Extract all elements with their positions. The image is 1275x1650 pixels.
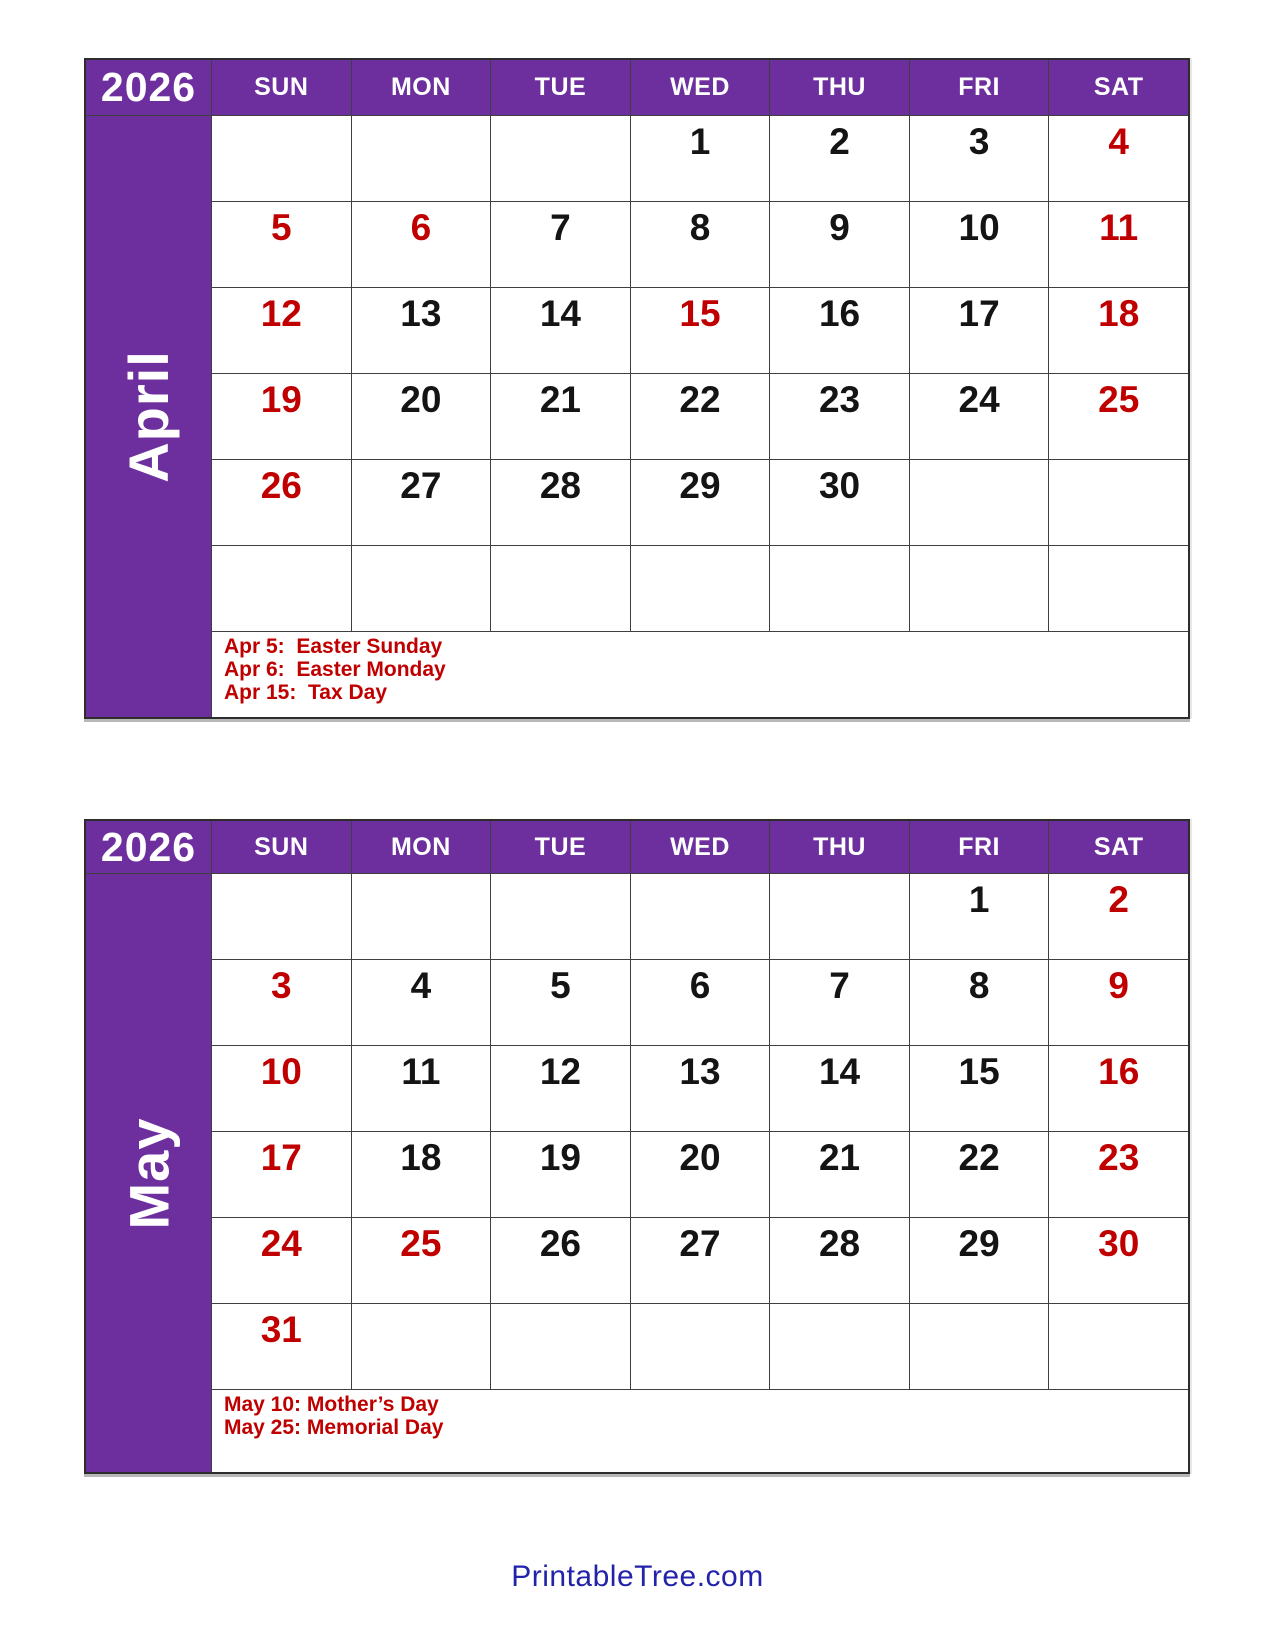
holiday-note: May 10: Mother’s Day — [224, 1393, 439, 1416]
holiday-note: Apr 5: Easter Sunday — [224, 635, 443, 658]
day-cell: 20 — [352, 374, 491, 459]
calendar-may — [84, 819, 1190, 1474]
weekday-header: THU — [770, 821, 909, 873]
weekday-header: SAT — [1049, 60, 1188, 115]
year-label: 2026 — [86, 821, 211, 873]
day-cell: 30 — [1049, 1218, 1188, 1303]
day-cell — [770, 1304, 909, 1389]
day-cell — [770, 546, 909, 631]
day-cell: 6 — [352, 202, 491, 287]
day-cell: 7 — [491, 202, 630, 287]
day-cell: 26 — [212, 460, 351, 545]
day-cell: 12 — [212, 288, 351, 373]
footer — [0, 1560, 1275, 1594]
day-cell — [212, 874, 351, 959]
day-cell: 31 — [212, 1304, 351, 1389]
weekday-header: MON — [352, 60, 491, 115]
day-cell: 24 — [212, 1218, 351, 1303]
day-cell — [910, 546, 1049, 631]
day-cell: 8 — [631, 202, 770, 287]
day-cell: 12 — [491, 1046, 630, 1131]
day-cell: 3 — [212, 960, 351, 1045]
day-cell: 19 — [212, 374, 351, 459]
day-cell: 25 — [1049, 374, 1188, 459]
day-cell — [1049, 1304, 1188, 1389]
day-cell — [491, 1304, 630, 1389]
day-cell: 21 — [491, 374, 630, 459]
day-cell: 30 — [770, 460, 909, 545]
day-cell — [1049, 460, 1188, 545]
weekday-header: SUN — [212, 60, 351, 115]
day-cell: 4 — [1049, 116, 1188, 201]
day-cell: 29 — [910, 1218, 1049, 1303]
weekday-header: TUE — [491, 821, 630, 873]
month-column — [86, 116, 211, 717]
day-cell: 6 — [631, 960, 770, 1045]
day-cell: 15 — [631, 288, 770, 373]
year-label: 2026 — [86, 60, 211, 115]
day-cell: 13 — [352, 288, 491, 373]
holiday-note: Apr 6: Easter Monday — [224, 658, 446, 681]
day-cell: 28 — [491, 460, 630, 545]
weekday-header: WED — [631, 821, 770, 873]
weekday-header: MON — [352, 821, 491, 873]
day-cell: 1 — [910, 874, 1049, 959]
day-cell — [1049, 546, 1188, 631]
day-cell — [491, 546, 630, 631]
day-cell: 2 — [770, 116, 909, 201]
footer-link[interactable]: PrintableTree.com — [511, 1560, 764, 1593]
weekday-header: SAT — [1049, 821, 1188, 873]
day-cell: 9 — [1049, 960, 1188, 1045]
day-cell: 25 — [352, 1218, 491, 1303]
day-cell: 13 — [631, 1046, 770, 1131]
day-cell — [770, 874, 909, 959]
day-cell — [491, 874, 630, 959]
day-cell: 16 — [1049, 1046, 1188, 1131]
day-cell — [212, 546, 351, 631]
day-cell: 22 — [910, 1132, 1049, 1217]
month-column — [86, 874, 211, 1472]
day-cell — [352, 546, 491, 631]
day-cell: 28 — [770, 1218, 909, 1303]
day-cell — [352, 1304, 491, 1389]
day-cell: 16 — [770, 288, 909, 373]
day-cell: 18 — [1049, 288, 1188, 373]
day-cell: 23 — [1049, 1132, 1188, 1217]
day-cell: 22 — [631, 374, 770, 459]
day-cell: 17 — [910, 288, 1049, 373]
month-label: May — [117, 1117, 180, 1229]
day-cell: 23 — [770, 374, 909, 459]
weekday-header: FRI — [910, 60, 1049, 115]
day-cell — [910, 460, 1049, 545]
weekday-header: TUE — [491, 60, 630, 115]
holiday-box — [212, 632, 1188, 717]
day-cell: 18 — [352, 1132, 491, 1217]
day-cell — [910, 1304, 1049, 1389]
day-cell — [631, 1304, 770, 1389]
holiday-box — [212, 1390, 1188, 1472]
day-cell: 7 — [770, 960, 909, 1045]
day-cell: 3 — [910, 116, 1049, 201]
weekday-header: THU — [770, 60, 909, 115]
day-cell — [631, 874, 770, 959]
month-label: April — [117, 350, 180, 483]
day-cell: 2 — [1049, 874, 1188, 959]
weekday-header: WED — [631, 60, 770, 115]
day-cell — [352, 116, 491, 201]
day-cell: 26 — [491, 1218, 630, 1303]
day-cell: 5 — [212, 202, 351, 287]
day-cell: 29 — [631, 460, 770, 545]
day-cell: 1 — [631, 116, 770, 201]
day-cell: 21 — [770, 1132, 909, 1217]
day-cell: 4 — [352, 960, 491, 1045]
day-cell: 20 — [631, 1132, 770, 1217]
weekday-header: FRI — [910, 821, 1049, 873]
day-cell — [631, 546, 770, 631]
holiday-note: May 25: Memorial Day — [224, 1416, 444, 1439]
day-cell: 11 — [352, 1046, 491, 1131]
day-cell: 19 — [491, 1132, 630, 1217]
day-cell: 27 — [352, 460, 491, 545]
day-cell: 17 — [212, 1132, 351, 1217]
day-cell: 10 — [212, 1046, 351, 1131]
day-cell: 8 — [910, 960, 1049, 1045]
day-cell: 14 — [770, 1046, 909, 1131]
day-cell: 14 — [491, 288, 630, 373]
day-cell — [491, 116, 630, 201]
day-cell: 10 — [910, 202, 1049, 287]
day-cell: 27 — [631, 1218, 770, 1303]
day-cell — [352, 874, 491, 959]
calendar-april — [84, 58, 1190, 719]
day-cell — [212, 116, 351, 201]
day-cell: 11 — [1049, 202, 1188, 287]
weekday-header: SUN — [212, 821, 351, 873]
day-cell: 9 — [770, 202, 909, 287]
day-cell: 15 — [910, 1046, 1049, 1131]
holiday-note: Apr 15: Tax Day — [224, 681, 388, 704]
day-cell: 24 — [910, 374, 1049, 459]
day-cell: 5 — [491, 960, 630, 1045]
